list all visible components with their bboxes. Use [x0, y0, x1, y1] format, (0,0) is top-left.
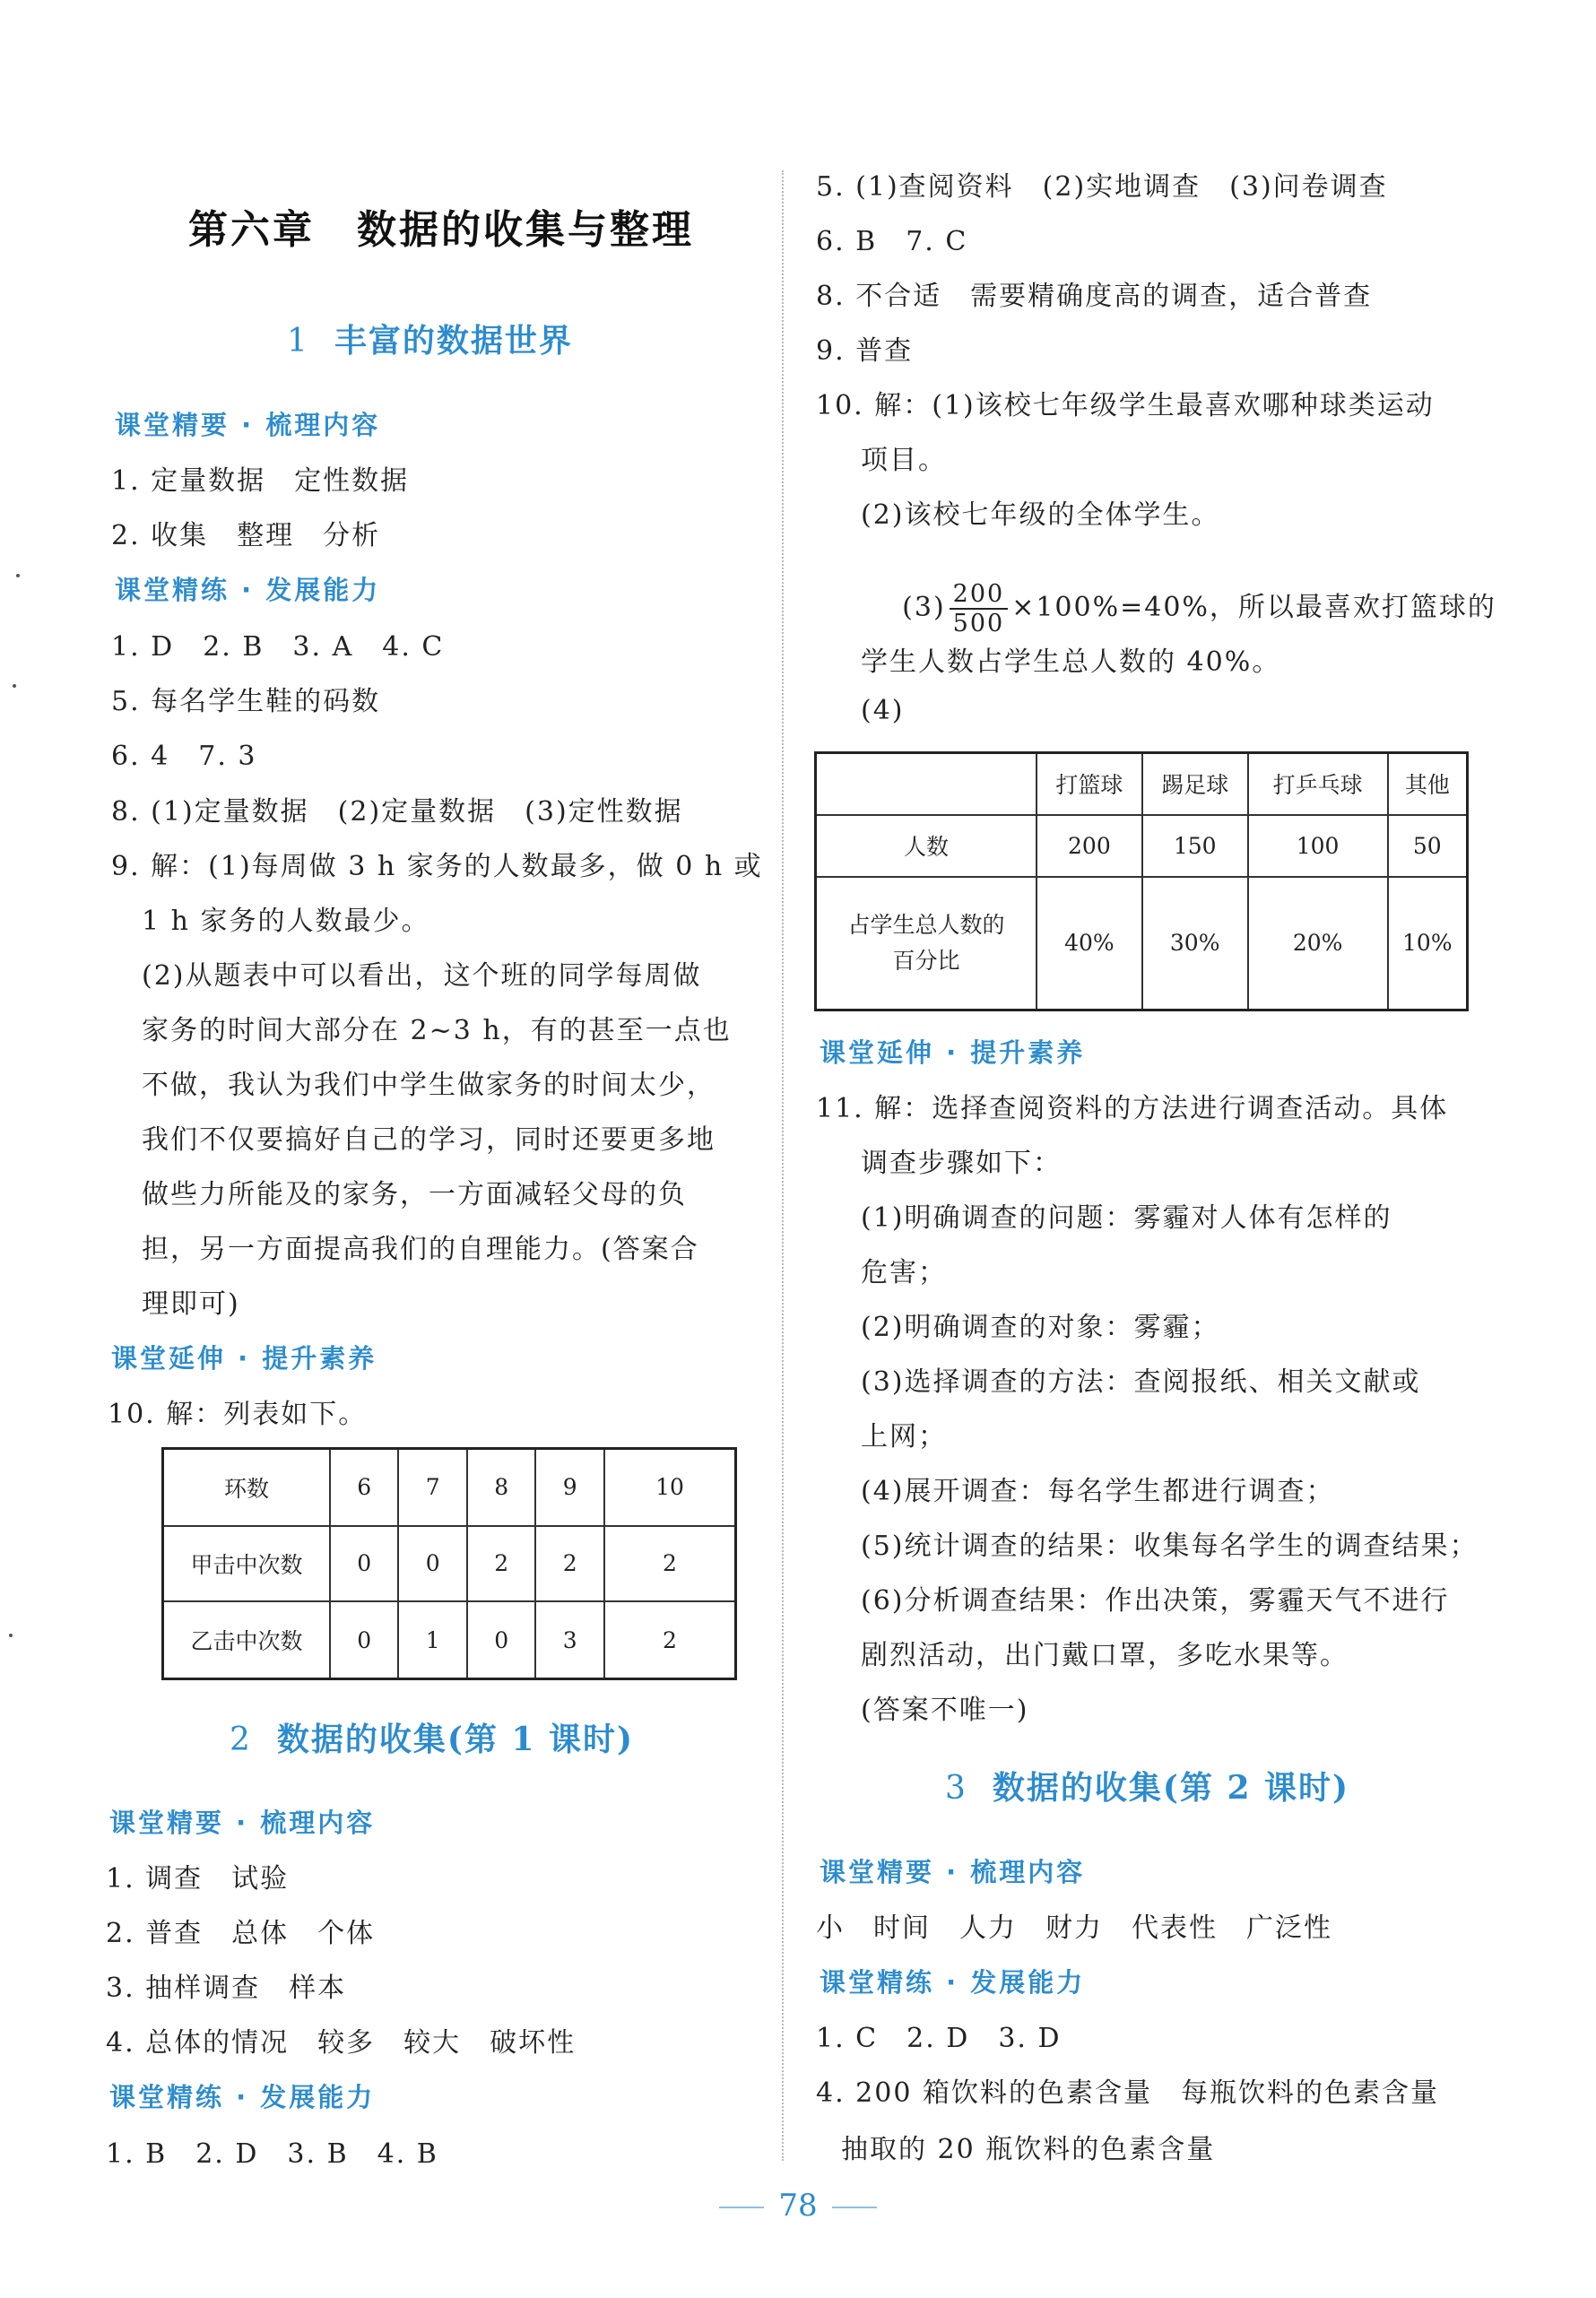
table-cell: 占学生总人数的 百分比 — [816, 877, 1037, 1010]
subheading: 课堂精要 · 梳理内容 — [109, 1808, 376, 1838]
table-cell: 2 — [604, 1601, 736, 1678]
table-cell: 0 — [398, 1526, 466, 1602]
answer-line: (4) — [861, 695, 905, 726]
answer-line: 做些力所能及的家务，一方面减轻父母的负 — [142, 1179, 687, 1210]
answer-line: 6. B 7. C — [816, 226, 968, 257]
decorative-dash — [719, 2207, 764, 2208]
answer-line: (6)分析调查结果：作出决策，雾霾天气不进行 — [861, 1585, 1450, 1617]
answer-line: 3. 抽样调查 样本 — [106, 1973, 347, 2004]
answer-line: 11. 解：选择查阅资料的方法进行调查活动。具体 — [816, 1093, 1449, 1124]
answer-line: 4. 200 箱饮料的色素含量 每瓶饮料的色素含量 — [816, 2077, 1439, 2109]
answer-line: 项目。 — [861, 445, 947, 476]
answer-line: 我们不仅要搞好自己的学习，同时还要更多地 — [142, 1124, 716, 1156]
answer-line: 4. 总体的情况 较多 较大 破坏性 — [106, 2027, 577, 2059]
table-row — [816, 877, 1468, 1010]
table-row — [816, 753, 1468, 815]
table-cell: 3 — [535, 1601, 603, 1678]
table-row — [163, 1526, 736, 1602]
answer-line: 5. 每名学生鞋的码数 — [111, 686, 381, 717]
table-cell: 2 — [467, 1526, 535, 1602]
scan-speck — [13, 684, 16, 688]
decorative-dash — [832, 2207, 877, 2208]
answer-line: 10. 解：(1)该校七年级学生最喜欢哪种球类运动 — [816, 390, 1435, 421]
chapter-title: 第六章 数据的收集与整理 — [188, 207, 694, 253]
section-title-2: 2 数据的收集(第 1 课时) — [230, 1721, 635, 1758]
answer-line: (答案不唯一) — [861, 1695, 1029, 1726]
answer-line: (3)选择调查的方法：查阅报纸、相关文献或 — [861, 1366, 1421, 1398]
table-cell: 甲击中次数 — [163, 1526, 331, 1602]
table-cell: 40% — [1037, 877, 1142, 1010]
section-title-3: 3 数据的收集(第 2 课时) — [945, 1769, 1350, 1807]
answer-line: 学生人数占学生总人数的 40%。 — [861, 646, 1281, 678]
answer-line: 1 h 家务的人数最少。 — [142, 906, 430, 937]
answer-line: 家务的时间大部分在 2~3 h，有的甚至一点也 — [142, 1015, 732, 1046]
table-cell: 200 — [1037, 815, 1142, 877]
answer-line: 小 时间 人力 财力 代表性 广泛性 — [816, 1912, 1332, 1944]
subheading: 课堂延伸 · 提升素养 — [111, 1343, 377, 1374]
fraction-line: (3) $\frac{200}{500}$ ×100%=40%，所以最喜欢打篮球的 — [902, 580, 1496, 638]
table-cell: 打篮球 — [1037, 753, 1142, 815]
fraction: $\frac{200}{500}$ — [950, 580, 1009, 637]
answer-line: 9. 普查 — [816, 335, 914, 367]
answer-line: 8. 不合适 需要精确度高的调查，适合普查 — [816, 281, 1373, 312]
scan-speck — [9, 1634, 13, 1637]
table-cell: 其他 — [1388, 753, 1468, 815]
answer-line: 担，另一方面提高我们的自理能力。(答案合 — [142, 1234, 699, 1265]
table-cell: 10 — [604, 1449, 736, 1526]
table-cell: 0 — [330, 1601, 398, 1678]
table-row — [163, 1601, 736, 1678]
table-cell: 0 — [330, 1526, 398, 1602]
table-cell: 8 — [467, 1449, 535, 1526]
table-cell: 2 — [535, 1526, 603, 1602]
subheading: 课堂精要 · 梳理内容 — [115, 410, 381, 440]
subheading: 课堂精要 · 梳理内容 — [820, 1857, 1086, 1887]
table-cell: 环数 — [163, 1449, 331, 1526]
table-cell: 踢足球 — [1142, 753, 1248, 815]
table-cell: 150 — [1142, 815, 1248, 877]
answer-line: (2)从题表中可以看出，这个班的同学每周做 — [142, 960, 702, 992]
table-cell: 6 — [330, 1449, 398, 1526]
table-cell: 20% — [1248, 877, 1388, 1010]
answer-line: 5. (1)查阅资料 (2)实地调查 (3)问卷调查 — [816, 171, 1388, 203]
section-title-1: 1 丰富的数据世界 — [287, 322, 573, 360]
answer-line: 1. 调查 试验 — [106, 1863, 290, 1895]
table-cell: 0 — [467, 1601, 535, 1678]
answer-line: 1. C 2. D 3. D — [816, 2023, 1062, 2054]
answer-line: 6. 4 7. 3 — [111, 741, 257, 772]
column-divider — [782, 170, 784, 2161]
answer-line: 危害； — [861, 1257, 947, 1288]
subheading: 课堂精练 · 发展能力 — [820, 1967, 1086, 1998]
answer-line: 不做，我认为我们中学生做家务的时间太少， — [142, 1070, 716, 1101]
table-cell: 30% — [1142, 877, 1248, 1010]
answer-line: (5)统计调查的结果：收集每名学生的调查结果； — [861, 1531, 1479, 1562]
table-cell: 打乒乓球 — [1248, 753, 1388, 815]
answer-line: 调查步骤如下： — [861, 1148, 1062, 1179]
table-cell: 50 — [1388, 815, 1468, 877]
answer-line: 上网； — [861, 1421, 947, 1453]
table-row — [816, 815, 1468, 877]
answer-line: 1. B 2. D 3. B 4. B — [106, 2138, 438, 2170]
sports-table — [814, 751, 1469, 1011]
scan-speck — [16, 574, 20, 577]
subheading: 课堂延伸 · 提升素养 — [820, 1037, 1086, 1068]
table-cell: 人数 — [816, 815, 1037, 877]
table-cell: 10% — [1388, 877, 1468, 1010]
table-cell: 7 — [398, 1449, 466, 1526]
answer-line: 理即可) — [142, 1288, 240, 1320]
answer-line: 抽取的 20 瓶饮料的色素含量 — [841, 2134, 1216, 2165]
answer-line: 2. 普查 总体 个体 — [106, 1918, 376, 1949]
answer-line: 10. 解：列表如下。 — [108, 1399, 368, 1430]
answer-line: 剧烈活动，出门戴口罩，多吃水果等。 — [861, 1640, 1349, 1671]
table-row — [163, 1449, 736, 1526]
subheading: 课堂精练 · 发展能力 — [115, 575, 381, 605]
subheading: 课堂精练 · 发展能力 — [109, 2082, 376, 2112]
table-cell: 100 — [1248, 815, 1388, 877]
answer-line: 8. (1)定量数据 (2)定量数据 (3)定性数据 — [111, 796, 683, 828]
shooting-table — [161, 1447, 737, 1680]
page-number: 78 — [0, 2188, 1596, 2224]
table-cell: 乙击中次数 — [163, 1601, 331, 1678]
answer-line: 1. 定量数据 定性数据 — [111, 465, 410, 497]
answer-line: 9. 解：(1)每周做 3 h 家务的人数最多，做 0 h 或 — [111, 851, 763, 882]
table-cell: 9 — [535, 1449, 603, 1526]
answer-line: 2. 收集 整理 分析 — [111, 520, 381, 551]
answer-line: (2)明确调查的对象：雾霾； — [861, 1312, 1220, 1343]
answer-line: 1. D 2. B 3. A 4. C — [111, 631, 445, 663]
table-cell — [816, 753, 1037, 815]
table-cell: 1 — [398, 1601, 466, 1678]
answer-line: (4)展开调查：每名学生都进行调查； — [861, 1476, 1335, 1507]
table-cell: 2 — [604, 1526, 736, 1602]
answer-line: (2)该校七年级的全体学生。 — [861, 499, 1220, 531]
answer-line: (1)明确调查的问题：雾霾对人体有怎样的 — [861, 1202, 1392, 1234]
